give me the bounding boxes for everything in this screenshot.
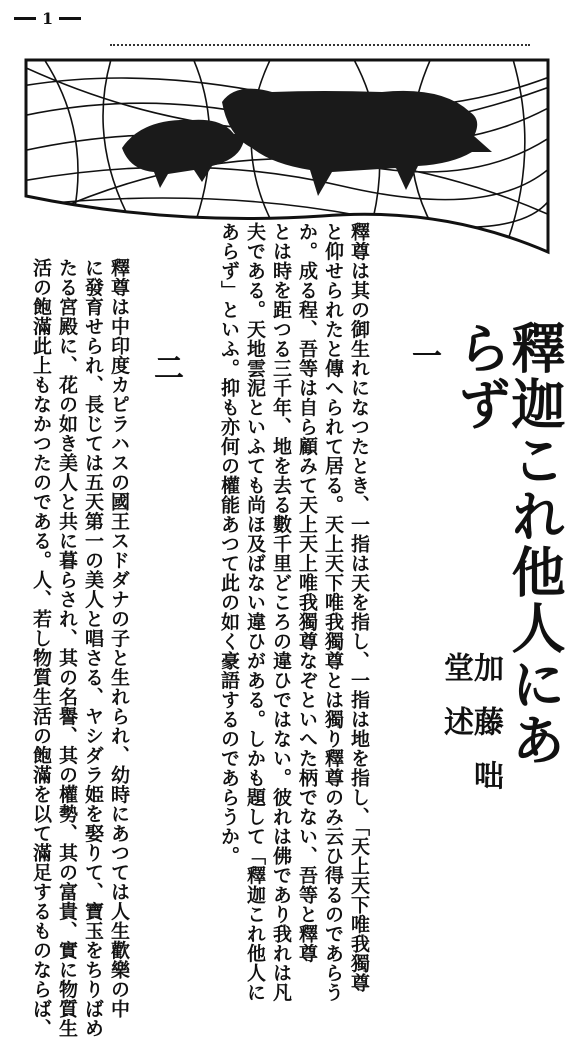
header-dotted-rule xyxy=(110,44,530,50)
section-one-line-2: と仰せられたと傳へられて居る。天上天下唯我獨尊とは獨り釋尊のみ云ひ得るのであらう xyxy=(322,222,344,1002)
section-two-line-3: たる宮殿に、花の如き美人と共に暮らされ、其の名譽、其の權勢、其の富貴、實に物質生 xyxy=(56,258,78,1038)
page-number-rule-right xyxy=(59,17,81,20)
section-one-line-6: あらず」といふ。抑も亦何の權能あつて此の如く豪語するのであらうか。 xyxy=(218,222,240,866)
section-two-line-4: 活の飽滿此上もなかつたのである。人、若し物質生活の飽滿を以て滿足するものならば、 xyxy=(30,258,52,1038)
article-title: 釋迦これ他人にあらず xyxy=(449,320,567,768)
article-author: 加藤咄堂述 xyxy=(438,652,503,814)
section-two-line-1: 釋尊は中印度カピラハスの國王スドダナの子と生れられ、幼時にあつては人生歡樂の中 xyxy=(108,258,130,1019)
page-number-rule-left xyxy=(14,17,36,20)
page-number xyxy=(14,6,134,30)
section-two-mark: 二 xyxy=(148,352,183,382)
section-two-line-2: に發育せられ、長じては五天第一の美人と唱さる、ヤシダラ姫を娶りて、寶玉をちりばめ xyxy=(82,258,104,1038)
section-one-mark: 一 xyxy=(406,340,441,370)
page-number-text: 1 xyxy=(42,8,54,28)
section-one-line-3: か。成る程、吾等は自ら顧みて天上天上唯我獨尊なぞといへた柄でない、吾等と釋尊 xyxy=(296,222,318,963)
section-one-line-4: とは時を距つる三千年、地を去る數千里どころの違ひではない。彼れは佛であり我れは凡 xyxy=(270,222,292,1002)
section-one-line-1: 釋尊は其の御生れになつたとき、一指は天を指し、一指は地を指し、「天上天下唯我獨尊 xyxy=(348,222,370,993)
section-one-line-5: 夫である。天地雲泥といふても尚ほ及ばない違ひがある。しかも題して「釋迦これ他人に xyxy=(244,222,266,1002)
